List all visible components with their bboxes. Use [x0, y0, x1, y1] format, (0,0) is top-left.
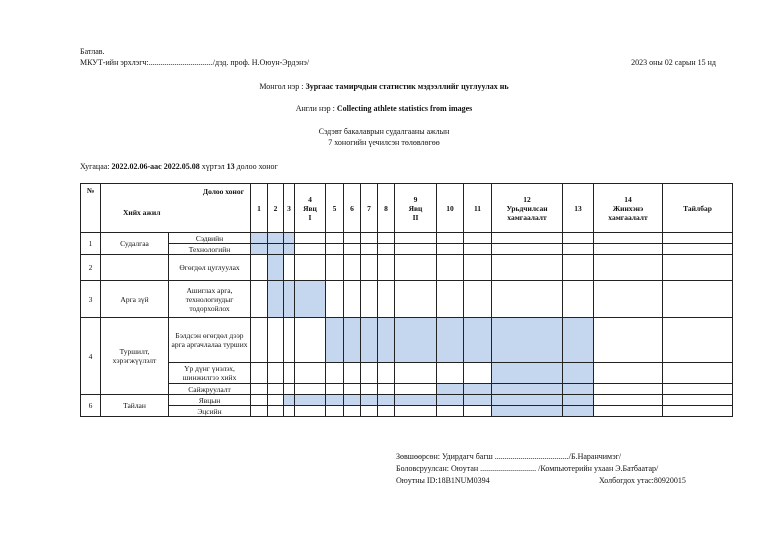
week-header-14	[594, 184, 663, 233]
schedule-cell	[492, 233, 563, 244]
week-header-line: 11	[473, 203, 482, 213]
schedule-cell-active	[344, 395, 361, 406]
week-header-12	[492, 184, 563, 233]
schedule-cell-active	[437, 384, 464, 395]
remark-cell	[663, 384, 733, 395]
schedule-cell-active	[268, 244, 284, 255]
schedule-cell	[284, 406, 295, 417]
schedule-cell	[361, 255, 378, 281]
subtitle-line-2: 7 хоногийн үечилсэн төлөвлөгөө	[328, 138, 440, 147]
week-header-1	[251, 184, 268, 233]
task-name: Сайжруулалт	[169, 384, 251, 395]
schedule-cell	[361, 233, 378, 244]
schedule-cell	[361, 406, 378, 417]
schedule-cell	[378, 384, 395, 395]
schedule-cell	[395, 406, 437, 417]
task-name: Ашиглах арга, технологиудыг тодорхойлох	[169, 281, 251, 318]
schedule-cell	[395, 281, 437, 318]
schedule-cell	[395, 384, 437, 395]
week-header-8	[378, 184, 395, 233]
schedule-cell	[464, 363, 492, 384]
schedule-cell	[326, 233, 344, 244]
schedule-cell	[378, 281, 395, 318]
corner-header	[101, 184, 251, 233]
task-group-name: Тайлан	[101, 395, 169, 417]
schedule-cell	[251, 406, 268, 417]
schedule-cell-active	[326, 318, 344, 363]
contact-phone: Холбогдох утас:80920015	[599, 476, 686, 485]
week-header-line: хамгаалалт	[608, 212, 648, 222]
schedule-cell	[492, 244, 563, 255]
schedule-cell-active	[284, 395, 295, 406]
schedule-cell	[268, 406, 284, 417]
week-header-11	[464, 184, 492, 233]
table-row	[81, 244, 733, 255]
schedule-cell-active	[492, 406, 563, 417]
duration-label: Хугацаа:	[80, 162, 110, 171]
task-name: Өгөгдөл цуглуулах	[169, 255, 251, 281]
week-header-line: I	[308, 212, 312, 222]
schedule-cell	[437, 244, 464, 255]
table-row	[81, 318, 733, 363]
schedule-cell	[344, 255, 361, 281]
schedule-cell-active	[268, 255, 284, 281]
schedule-cell-active	[344, 318, 361, 363]
remark-cell	[663, 281, 733, 318]
week-header-9	[395, 184, 437, 233]
schedule-cell	[251, 384, 268, 395]
table-row	[81, 255, 733, 281]
schedule-cell	[344, 384, 361, 395]
row-number: 6	[81, 395, 101, 417]
week-header-6	[344, 184, 361, 233]
schedule-cell	[492, 281, 563, 318]
english-title	[0, 104, 768, 113]
task-group-name	[101, 255, 169, 281]
row-number: 3	[81, 281, 101, 318]
week-header-7	[361, 184, 378, 233]
schedule-cell	[326, 255, 344, 281]
schedule-cell	[251, 363, 268, 384]
schedule-cell	[295, 406, 326, 417]
schedule-cell	[295, 233, 326, 244]
approver-line: МКУТ-ийн эрхлэгч:................................/дэд. проф. Н.Оюун-Эрдэнэ/	[80, 58, 310, 67]
schedule-cell-active	[251, 244, 268, 255]
schedule-cell	[251, 281, 268, 318]
week-header-line: 12	[523, 194, 531, 204]
schedule-cell	[437, 281, 464, 318]
table-row	[81, 281, 733, 318]
schedule-cell	[326, 244, 344, 255]
schedule-cell	[492, 255, 563, 281]
schedule-cell-active	[326, 395, 344, 406]
remark-cell	[663, 406, 733, 417]
schedule-cell	[361, 384, 378, 395]
row-number: 1	[81, 233, 101, 255]
week-header-line: 5	[332, 203, 337, 213]
schedule-cell	[284, 318, 295, 363]
weekly-plan-table	[80, 183, 733, 417]
duration-suffix: долоо хоног	[236, 162, 278, 171]
schedule-cell	[295, 363, 326, 384]
mongolian-title	[0, 82, 768, 91]
schedule-cell-active	[492, 363, 563, 384]
week-header-line: 10	[446, 203, 454, 213]
schedule-cell-active	[563, 363, 594, 384]
table-row	[81, 406, 733, 417]
schedule-cell-active	[492, 395, 563, 406]
schedule-cell	[437, 406, 464, 417]
schedule-cell	[563, 244, 594, 255]
schedule-cell	[295, 244, 326, 255]
schedule-cell-active	[563, 406, 594, 417]
week-header-line: 14	[624, 194, 632, 204]
week-header-line: 13	[574, 203, 582, 213]
table-row	[81, 363, 733, 384]
schedule-cell-active	[395, 318, 437, 363]
week-header-line: II	[412, 212, 419, 222]
row-number: 2	[81, 255, 101, 281]
schedule-cell	[326, 363, 344, 384]
schedule-cell-active	[251, 233, 268, 244]
schedule-cell-active	[563, 395, 594, 406]
schedule-cell	[284, 384, 295, 395]
week-header-10	[437, 184, 464, 233]
task-name: Үр дүнг үнэлэх, шинжилгээ хийх	[169, 363, 251, 384]
schedule-cell	[464, 255, 492, 281]
week-header-line: 2	[273, 203, 278, 213]
task-name: Эцсийн	[169, 406, 251, 417]
number-header: №	[81, 184, 101, 233]
schedule-cell-active	[295, 281, 326, 318]
schedule-cell-active	[563, 384, 594, 395]
task-group-name: Судалгаа	[101, 233, 169, 255]
schedule-cell	[344, 233, 361, 244]
schedule-cell	[594, 406, 663, 417]
mongolian-title-label: Монгол нэр :	[259, 82, 304, 91]
week-header-line: Явц	[408, 203, 423, 213]
schedule-cell-active	[464, 395, 492, 406]
approved-by-line: Зөвшөөрсөн: Удирдагч багш ...................................../Б.Наранчимэг/	[396, 452, 622, 461]
schedule-cell	[344, 281, 361, 318]
schedule-cell	[378, 233, 395, 244]
week-header-line: 6	[350, 203, 354, 213]
schedule-cell-active	[464, 318, 492, 363]
schedule-cell	[464, 244, 492, 255]
row-number: 4	[81, 318, 101, 395]
week-header-line: 7	[367, 203, 371, 213]
schedule-cell	[378, 255, 395, 281]
schedule-cell	[437, 233, 464, 244]
remark-header: Тайлбар	[663, 184, 733, 233]
schedule-cell	[594, 395, 663, 406]
schedule-cell	[251, 255, 268, 281]
week-header-line: Жинхэнэ	[612, 203, 644, 213]
schedule-cell-active	[464, 384, 492, 395]
schedule-cell-active	[395, 395, 437, 406]
week-header-line: 3	[287, 203, 291, 213]
schedule-cell	[594, 255, 663, 281]
schedule-cell	[344, 244, 361, 255]
remark-cell	[663, 318, 733, 363]
schedule-cell	[395, 363, 437, 384]
schedule-cell	[594, 363, 663, 384]
schedule-cell	[378, 363, 395, 384]
schedule-cell	[284, 255, 295, 281]
schedule-cell-active	[437, 395, 464, 406]
schedule-cell	[268, 363, 284, 384]
schedule-cell-active	[361, 395, 378, 406]
schedule-cell-active	[361, 318, 378, 363]
week-header-line: 8	[384, 203, 388, 213]
remark-cell	[663, 233, 733, 244]
schedule-cell	[268, 318, 284, 363]
schedule-cell	[361, 244, 378, 255]
schedule-cell-active	[284, 281, 295, 318]
week-header-2	[268, 184, 284, 233]
schedule-cell	[251, 318, 268, 363]
schedule-cell	[563, 233, 594, 244]
remark-cell	[663, 363, 733, 384]
schedule-cell	[378, 244, 395, 255]
subtitle-line-1: Сэдэвт бакалаврын судалгааны ажлын	[318, 127, 450, 136]
schedule-cell	[284, 363, 295, 384]
schedule-cell-active	[563, 318, 594, 363]
duration-weeks: 13	[226, 162, 235, 171]
duration-mid: хүртэл	[201, 162, 225, 171]
week-header-5	[326, 184, 344, 233]
schedule-cell-active	[378, 318, 395, 363]
table-row	[81, 233, 733, 244]
table-row	[81, 395, 733, 406]
schedule-cell	[594, 244, 663, 255]
schedule-cell-active	[378, 395, 395, 406]
english-title-label: Англи нэр :	[295, 104, 335, 113]
task-name: Сэдвийн	[169, 233, 251, 244]
schedule-cell	[464, 233, 492, 244]
remark-cell	[663, 255, 733, 281]
schedule-cell	[464, 406, 492, 417]
schedule-cell	[563, 255, 594, 281]
schedule-cell-active	[492, 318, 563, 363]
schedule-cell	[437, 363, 464, 384]
duration-range: 2022.02.06-аас 2022.05.08	[111, 162, 200, 171]
schedule-cell	[563, 281, 594, 318]
schedule-cell	[395, 233, 437, 244]
task-name: Явцын	[169, 395, 251, 406]
schedule-cell-active	[268, 281, 284, 318]
schedule-cell-active	[295, 395, 326, 406]
student-id: Оюутны ID:18B1NUM0394	[396, 476, 490, 485]
remark-cell	[663, 395, 733, 406]
approve-label: Батлав.	[80, 47, 105, 56]
schedule-cell	[378, 406, 395, 417]
schedule-cell-active	[492, 384, 563, 395]
duration-line	[80, 162, 278, 171]
table-row	[81, 384, 733, 395]
schedule-cell	[326, 281, 344, 318]
mongolian-title-value: Зургаас тамирчдын статистик мэдээллийг цуглуулах нь	[305, 82, 509, 91]
schedule-cell	[395, 255, 437, 281]
schedule-cell	[464, 281, 492, 318]
week-header-line: Явц	[303, 203, 317, 213]
week-header-line: Урьдчилсан	[506, 203, 548, 213]
task-group-name: Туршилт, хэрэгжүүлэлт	[101, 318, 169, 395]
week-header-13	[563, 184, 594, 233]
schedule-cell	[295, 384, 326, 395]
schedule-cell	[295, 318, 326, 363]
week-header-line: хамгаалалт	[507, 212, 547, 222]
schedule-cell-active	[437, 318, 464, 363]
schedule-cell	[251, 395, 268, 406]
week-header-3	[284, 184, 295, 233]
schedule-cell	[361, 281, 378, 318]
schedule-cell	[395, 244, 437, 255]
schedule-cell	[361, 363, 378, 384]
task-group-name: Арга зүй	[101, 281, 169, 318]
schedule-cell	[268, 384, 284, 395]
week-header-line: 9	[413, 194, 418, 204]
schedule-cell	[594, 233, 663, 244]
week-header-line: 4	[308, 194, 312, 204]
english-title-value: Collecting athlete statistics from images	[336, 104, 473, 113]
week-header-4	[295, 184, 326, 233]
schedule-cell	[344, 406, 361, 417]
task-name: Бэлдсэн өгөгдөл дээр арга аргачлалаа турших	[169, 318, 251, 363]
corner-header-tasks: Хийх ажил	[123, 208, 161, 217]
remark-cell	[663, 244, 733, 255]
schedule-cell	[437, 255, 464, 281]
schedule-cell	[344, 363, 361, 384]
schedule-cell	[326, 406, 344, 417]
schedule-cell	[268, 395, 284, 406]
corner-header-weeks: Долоо хоног	[202, 187, 244, 196]
schedule-cell	[594, 318, 663, 363]
week-header-line: 1	[257, 203, 261, 213]
schedule-cell-active	[268, 233, 284, 244]
schedule-cell	[594, 281, 663, 318]
schedule-cell-active	[284, 244, 295, 255]
task-name: Технологийн	[169, 244, 251, 255]
schedule-cell	[295, 255, 326, 281]
document-date: 2023 оны 02 сарын 15 нд	[631, 58, 716, 67]
schedule-cell-active	[284, 233, 295, 244]
schedule-cell	[326, 384, 344, 395]
schedule-cell	[594, 384, 663, 395]
prepared-by-line: Боловсруулсан: Оюутан ............................ /Компьютерийн ухаан Э.Батбаатар/	[396, 464, 659, 473]
